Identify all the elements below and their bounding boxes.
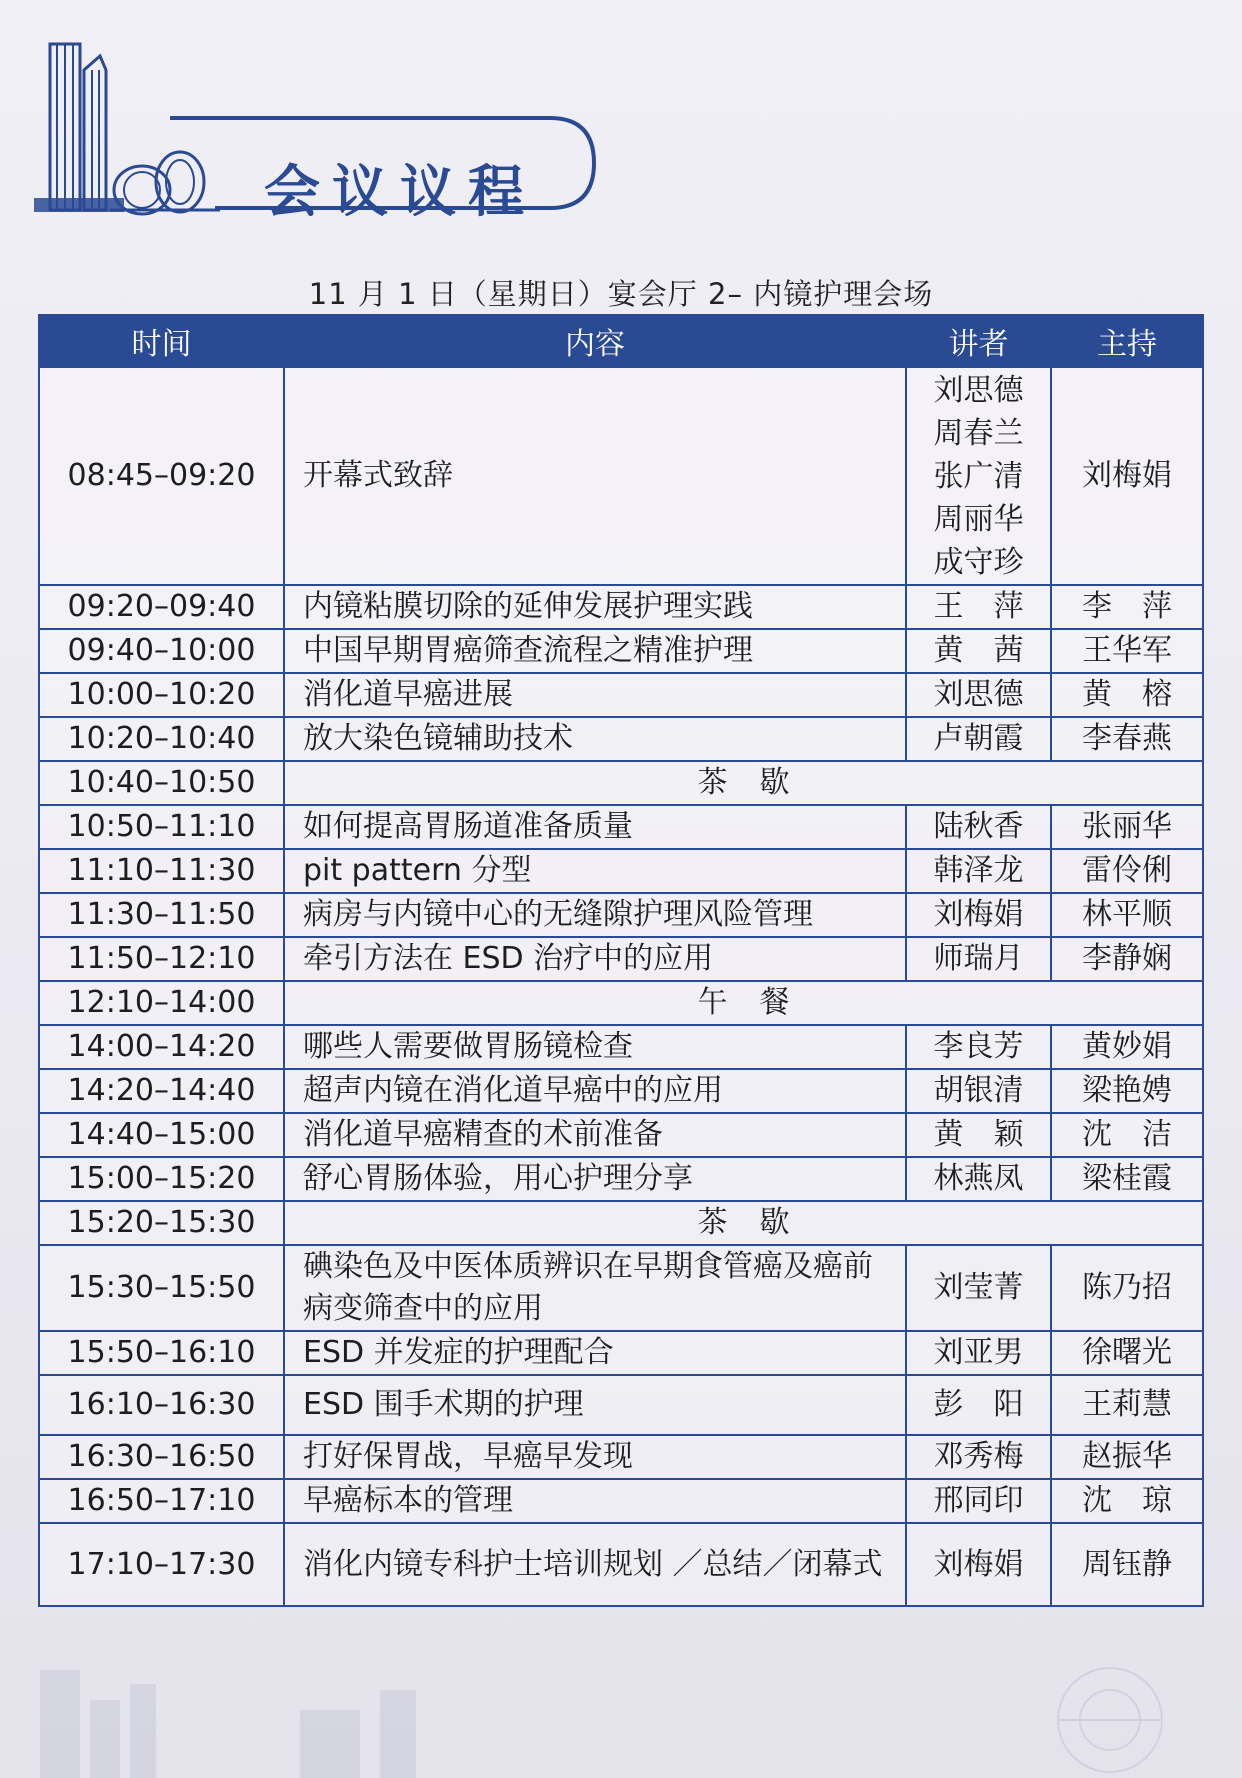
time-cell: 16:30–16:50 [39,1435,284,1479]
time-cell: 12:10–14:00 [39,981,284,1025]
time-cell: 15:20–15:30 [39,1201,284,1245]
content-cell: 超声内镜在消化道早癌中的应用 [284,1069,906,1113]
table-row [39,585,1203,629]
speaker-cell: 林燕凤 [906,1157,1051,1201]
host-cell: 梁艳娉 [1051,1069,1203,1113]
time-cell: 14:00–14:20 [39,1025,284,1069]
content-cell: 内镜粘膜切除的延伸发展护理实践 [284,585,906,629]
time-cell: 15:30–15:50 [39,1245,284,1331]
content-cell: 早癌标本的管理 [284,1479,906,1523]
speaker-cell: 胡银清 [906,1069,1051,1113]
session-subtitle: 11 月 1 日（星期日）宴会厅 2– 内镜护理会场 [308,277,934,311]
table-row [39,1331,1203,1375]
content-cell: ESD 并发症的护理配合 [284,1331,906,1375]
host-cell: 周钰静 [1051,1523,1203,1606]
time-cell: 08:45–09:20 [39,367,284,585]
speaker-cell: 刘梅娟 [906,1523,1051,1606]
content-cell: 病房与内镜中心的无缝隙护理风险管理 [284,893,906,937]
speaker-name: 刘思德 [933,372,1024,408]
table-row [39,937,1203,981]
speaker-name: 成守珍 [933,544,1024,580]
host-cell: 张丽华 [1051,805,1203,849]
speaker-cell: 彭 阳 [906,1375,1051,1435]
time-cell: 11:30–11:50 [39,893,284,937]
host-cell: 黄 榕 [1051,673,1203,717]
speaker-cell: 刘亚男 [906,1331,1051,1375]
content-cell: 如何提高胃肠道准备质量 [284,805,906,849]
content-cell: 舒心胃肠体验，用心护理分享 [284,1157,906,1201]
table-row-opening [39,367,1203,585]
speaker-cell: 黄 茜 [906,629,1051,673]
time-cell: 15:00–15:20 [39,1157,284,1201]
table-row [39,1025,1203,1069]
table-row [39,1375,1203,1435]
content-cell: 消化道早癌精查的术前准备 [284,1113,906,1157]
content-cell: 消化内镜专科护士培训规划 ／总结／闭幕式 [284,1523,906,1606]
speaker-cell: 刘梅娟 [906,893,1051,937]
speaker-cell: 邓秀梅 [906,1435,1051,1479]
col-time-header: 时间 [39,315,284,367]
table-row [39,805,1203,849]
break-row [39,761,1203,805]
host-cell: 沈 琼 [1051,1479,1203,1523]
time-cell: 14:40–15:00 [39,1113,284,1157]
time-cell: 11:10–11:30 [39,849,284,893]
time-cell: 15:50–16:10 [39,1331,284,1375]
time-cell: 09:40–10:00 [39,629,284,673]
agenda-table [38,314,1204,1607]
speaker-name: 周丽华 [933,501,1024,537]
table-header-row [39,315,1203,367]
break-cell: 茶歇 [284,761,1203,805]
col-host-header: 主持 [1051,315,1203,367]
time-cell: 10:20–10:40 [39,717,284,761]
host-cell: 李静娴 [1051,937,1203,981]
host-cell: 李 萍 [1051,585,1203,629]
host-cell: 梁桂霞 [1051,1157,1203,1201]
host-cell: 赵振华 [1051,1435,1203,1479]
table-row [39,1479,1203,1523]
time-cell: 16:50–17:10 [39,1479,284,1523]
time-cell: 11:50–12:10 [39,937,284,981]
time-cell: 17:10–17:30 [39,1523,284,1606]
speaker-cell: 黄 颖 [906,1113,1051,1157]
content-cell: 放大染色镜辅助技术 [284,717,906,761]
table-row [39,629,1203,673]
content-cell: 中国早期胃癌筛查流程之精准护理 [284,629,906,673]
speaker-cell: 邢同印 [906,1479,1051,1523]
col-content-header: 内容 [284,315,906,367]
break-row [39,981,1203,1025]
time-cell: 14:20–14:40 [39,1069,284,1113]
table-row [39,849,1203,893]
content-cell: 开幕式致辞 [284,367,906,585]
table-row [39,1245,1203,1331]
table-row [39,1157,1203,1201]
host-cell: 刘梅娟 [1051,367,1203,585]
host-cell: 林平顺 [1051,893,1203,937]
table-row [39,1523,1203,1606]
host-cell: 沈 洁 [1051,1113,1203,1157]
speaker-cell: 师瑞月 [906,937,1051,981]
host-cell: 李春燕 [1051,717,1203,761]
host-cell: 王莉慧 [1051,1375,1203,1435]
host-cell: 王华军 [1051,629,1203,673]
speaker-cell [906,367,1051,585]
time-cell: 10:50–11:10 [39,805,284,849]
agenda-body [39,367,1203,1606]
content-cell: 消化道早癌进展 [284,673,906,717]
time-cell: 10:00–10:20 [39,673,284,717]
host-cell: 黄妙娟 [1051,1025,1203,1069]
speaker-cell: 王 萍 [906,585,1051,629]
time-cell: 16:10–16:30 [39,1375,284,1435]
break-row [39,1201,1203,1245]
table-row [39,1113,1203,1157]
speaker-cell: 卢朝霞 [906,717,1051,761]
decorative-skyline [0,1650,1242,1778]
table-row [39,893,1203,937]
host-cell: 雷伶俐 [1051,849,1203,893]
table-row [39,1435,1203,1479]
time-cell: 09:20–09:40 [39,585,284,629]
table-row [39,1069,1203,1113]
time-cell: 10:40–10:50 [39,761,284,805]
content-cell: pit pattern 分型 [284,849,906,893]
content-cell: 碘染色及中医体质辨识在早期食管癌及癌前病变筛查中的应用 [284,1245,906,1331]
content-cell: 哪些人需要做胃肠镜检查 [284,1025,906,1069]
agenda-header [30,30,630,230]
speaker-cell: 韩泽龙 [906,849,1051,893]
content-cell: 打好保胃战，早癌早发现 [284,1435,906,1479]
speaker-cell: 刘思德 [906,673,1051,717]
title-frame [222,133,622,243]
col-speaker-header: 讲者 [906,315,1051,367]
break-cell: 茶歇 [284,1201,1203,1245]
host-cell: 徐曙光 [1051,1331,1203,1375]
content-cell: 牵引方法在 ESD 治疗中的应用 [284,937,906,981]
page-title: 会议议程 [264,160,536,225]
speaker-name: 张广清 [933,458,1024,494]
break-cell: 午餐 [284,981,1203,1025]
speaker-cell: 刘莹菁 [906,1245,1051,1331]
speaker-cell: 李良芳 [906,1025,1051,1069]
content-cell: ESD 围手术期的护理 [284,1375,906,1435]
host-cell: 陈乃招 [1051,1245,1203,1331]
speaker-name: 周春兰 [933,415,1024,451]
speaker-cell: 陆秋香 [906,805,1051,849]
table-row [39,673,1203,717]
table-row [39,717,1203,761]
